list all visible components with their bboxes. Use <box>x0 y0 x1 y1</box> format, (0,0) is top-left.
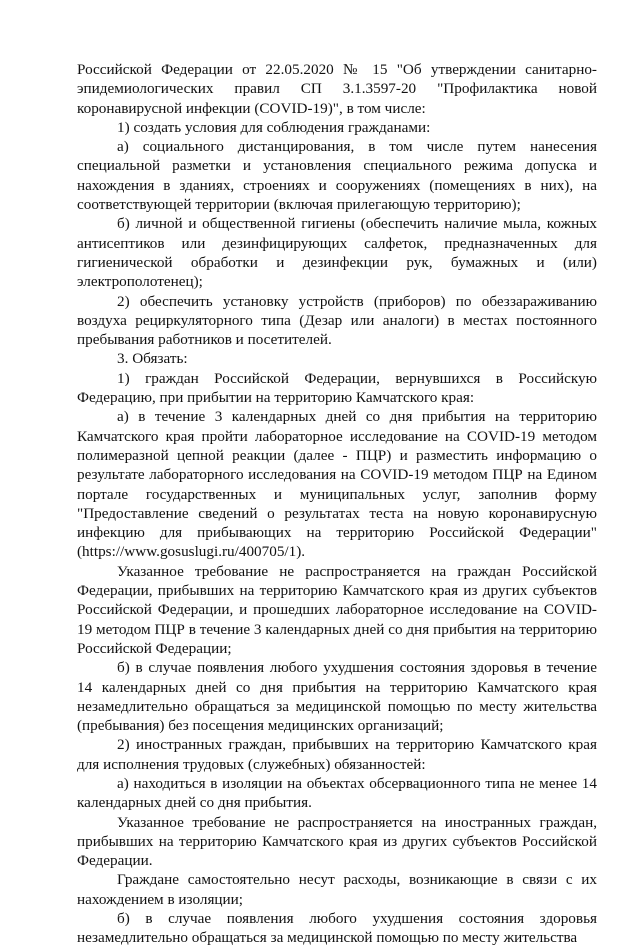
paragraph-exception-foreigners: Указанное требование не распространяется на иностранных граждан, прибывших на территорию Камчатского края из других субъектов Российской Федерации. <box>77 813 597 870</box>
paragraph-section-3-item-1b: б) в случае появления любого ухудшения состояния здоровья в течение 14 календарных дней со дня прибытия на территорию Камчатского края незамедлительно обращаться за медицинской помощью по месту жительства (пребывания) без посещения медицинских организаций; <box>77 659 597 735</box>
paragraph-decree-reference: Российской Федерации от 22.05.2020 № 15 "Об утверждении санитарно-эпидемиологических правил СП 3.1.3597-20 "Профилактика новой коронавирусной инфекции (COVID-19)", в том числе: <box>77 61 597 117</box>
paragraph-item-1: 1) создать условия для соблюдения гражданами: <box>117 118 431 136</box>
paragraph-section-3-item-1: 1) граждан Российской Федерации, вернувшихся в Российскую Федерацию, при прибытии на территорию Камчатского края: <box>77 369 597 407</box>
paragraph-section-3-item-2: 2) иностранных граждан, прибывших на территорию Камчатского края для исполнения трудовых (служебных) обязанностей: <box>77 736 597 773</box>
paragraph-section-3-item-2b: б) в случае появления любого ухудшения состояния здоровья незамедлительно обращаться за медицинской помощью по месту жительства <box>77 910 597 947</box>
paragraph-item-1a: а) социального дистанцирования, в том числе путем нанесения специальной разметки и установления специального режима допуска и нахождения в зданиях, строениях и сооружениях (помещениях в них), на соответствующей территории (включая прилегающую территорию); <box>77 138 597 214</box>
paragraph-exception-citizens: Указанное требование не распространяется на граждан Российской Федерации, прибывших на территорию Камчатского края из других субъектов Российской Федерации, и прошедших лабораторное исследование на COVID-19 методом ПЦР в течение 3 календарных дней со дня прибытия на территорию Российской Федерации; <box>77 562 597 657</box>
paragraph-section-3-item-2a: а) находиться в изоляции на объектах обсервационного типа не менее 14 календарных дней со дня прибытия. <box>77 774 597 812</box>
paragraph-item-1b: б) личной и общественной гигиены (обеспечить наличие мыла, кожных антисептиков или дезинфицирующих салфеток, предназначенных для гигиенической обработки и дезинфекции рук, бумажных и (или) электрополотенец); <box>77 215 597 291</box>
paragraph-section-3-item-1a: а) в течение 3 календарных дней со дня прибытия на территорию Камчатского края пройти лабораторное исследование на COVID-19 методом полимеразной цепной реакции (далее - ПЦР) и разместить информацию о результате лабораторного исследования на COVID-19 методом ПЦР на Едином портале государственных и муниципальных услуг, заполнив форму "Предоставление сведений о результатах теста на новую коронавирусную инфекцию для прибывающих на территорию Российской Федерации" (https://www.gosuslugi.ru/400705/1). <box>77 408 597 561</box>
document-page <box>77 60 597 948</box>
paragraph-item-2: 2) обеспечить установку устройств (приборов) по обеззараживанию воздуха рециркуляторного типа (Дезар или аналоги) в местах постоянного пребывания работников и посетителей. <box>77 292 597 349</box>
paragraph-section-3: 3. Обязать: <box>117 350 188 368</box>
paragraph-isolation-costs: Граждане самостоятельно несут расходы, возникающие в связи с их нахождением в изоляции; <box>77 871 597 908</box>
